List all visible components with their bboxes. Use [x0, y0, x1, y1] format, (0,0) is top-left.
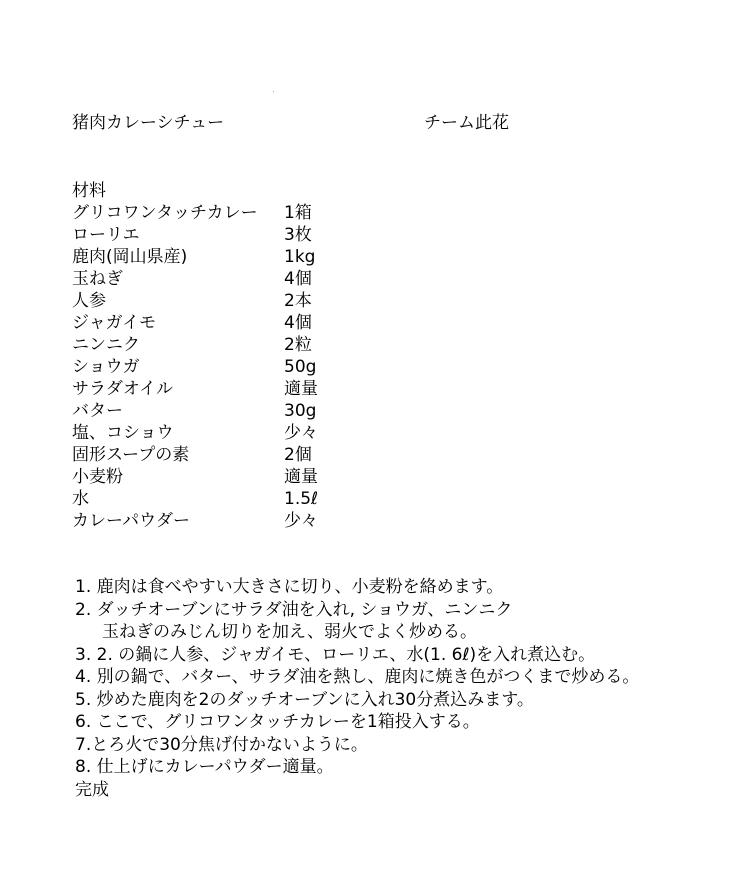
step-2: 2. ダッチオーブンにサラダ油を入れ, ショウガ、ニンニク — [75, 599, 513, 620]
recipe-title: 猪肉カレーシチュー — [72, 113, 225, 133]
ingredient-qty: 1.5ℓ — [284, 489, 319, 509]
ingredients-list — [72, 180, 432, 532]
ingredient-row — [72, 400, 432, 422]
ingredient-name: 鹿肉(岡山県産) — [72, 247, 188, 267]
ingredient-name: グリコワンタッチカレー — [72, 203, 258, 223]
ingredient-name: 小麦粉 — [72, 467, 123, 487]
step-3: 3. 2. の鍋に人参、ジャガイモ、ローリエ、水(1. 6ℓ)を入れ煮込む。 — [75, 644, 596, 665]
ingredient-qty: 2本 — [284, 291, 312, 311]
step-8: 8. 仕上げにカレーパウダー適量。 — [75, 757, 334, 777]
ingredient-qty: 50g — [284, 357, 317, 377]
ingredient-name: バター — [72, 401, 123, 421]
ingredient-row — [72, 510, 432, 532]
ingredient-qty: 2個 — [284, 445, 312, 465]
ingredient-name: 玉ねぎ — [72, 269, 123, 289]
completion-line: 完成 — [75, 779, 109, 800]
step-4: 4. 別の鍋で、バター、サラダ油を熱し、鹿肉に焼き色がつくまで炒める。 — [75, 667, 640, 687]
step-1: 1. 鹿肉は食べやすい大きさに切り、小麦粉を絡めます。 — [75, 577, 504, 597]
ingredient-row — [72, 356, 432, 378]
ingredient-qty: 1kg — [284, 247, 316, 267]
step-6: 6. ここで、グリコワンタッチカレーを1箱投入する。 — [75, 712, 480, 732]
step-2-continued: 玉ねぎのみじん切りを加え、弱火でよく炒める。 — [102, 622, 478, 642]
ingredient-row — [72, 202, 432, 224]
ingredient-qty: 少々 — [284, 511, 318, 531]
ingredient-qty: 適量 — [284, 467, 318, 487]
stray-dot — [273, 91, 274, 92]
step-5: 5. 炒めた鹿肉を2のダッチオーブンに入れ30分煮込みます。 — [75, 689, 534, 710]
ingredient-name: サラダオイル — [72, 379, 173, 399]
ingredient-row — [72, 488, 432, 510]
ingredient-qty: 1箱 — [284, 203, 312, 223]
ingredient-qty: 30g — [284, 401, 317, 421]
ingredient-row — [72, 422, 432, 444]
ingredient-name: 塩、コショウ — [72, 423, 174, 443]
ingredient-name: ニンニク — [72, 335, 140, 355]
ingredient-row — [72, 466, 432, 488]
ingredient-qty: 4個 — [284, 269, 312, 289]
instructions-list — [75, 576, 715, 801]
ingredient-name: 水 — [72, 489, 89, 509]
ingredient-name: ジャガイモ — [72, 313, 157, 333]
ingredient-row — [72, 268, 432, 290]
ingredient-name: カレーパウダー — [72, 511, 190, 531]
ingredient-qty: 4個 — [284, 313, 312, 333]
ingredient-qty: 2粒 — [284, 335, 312, 355]
ingredient-name: ショウガ — [72, 357, 140, 377]
ingredient-name: 人参 — [72, 291, 106, 311]
ingredient-qty: 3枚 — [284, 225, 312, 245]
ingredients-heading: 材料 — [72, 181, 106, 201]
ingredient-name: ローリエ — [72, 225, 140, 245]
ingredient-qty: 適量 — [284, 379, 318, 399]
ingredient-row — [72, 312, 432, 334]
ingredient-row — [72, 334, 432, 356]
team-name: チーム此花 — [424, 113, 509, 133]
ingredient-row — [72, 378, 432, 400]
ingredient-row — [72, 290, 432, 312]
step-7: 7.とろ火で30分焦げ付かないように。 — [75, 734, 368, 755]
ingredient-qty: 少々 — [284, 423, 318, 443]
ingredient-row — [72, 224, 432, 246]
ingredient-name: 固形スープの素 — [72, 445, 190, 465]
ingredient-row — [72, 246, 432, 268]
ingredient-row — [72, 444, 432, 466]
